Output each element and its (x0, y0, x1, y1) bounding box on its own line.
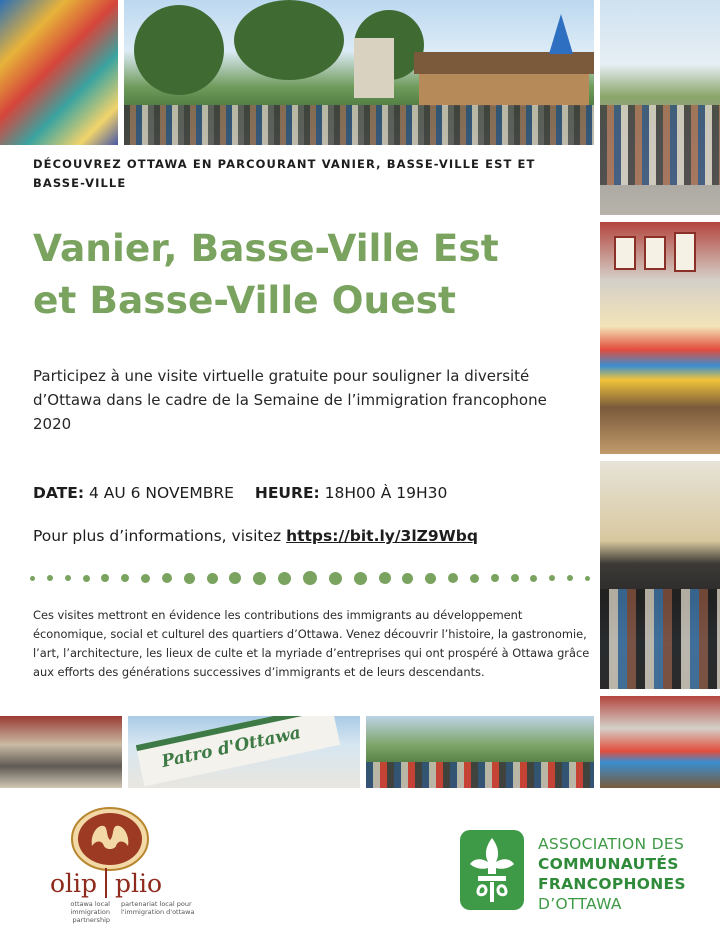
park-crowd-photo (124, 0, 594, 145)
divider-dot (470, 574, 479, 583)
dot-divider (30, 568, 590, 588)
page-title (33, 222, 593, 326)
acfo-line-4: D’OTTAWA (538, 895, 622, 913)
divider-dot (511, 574, 519, 582)
acfo-line-1: ASSOCIATION DES (538, 835, 685, 853)
time-value: 18H00 À 19H30 (324, 484, 448, 502)
divider-dot (491, 574, 499, 582)
acfo-line-3: FRANCOPHONES (538, 875, 686, 893)
intro-heading: DÉCOUVREZ OTTAWA EN PARCOURANT VANIER, BASSE-VILLE EST ET BASSE-VILLE (33, 157, 536, 190)
olip-word-fr: plio (115, 868, 163, 898)
divider-dot (379, 572, 391, 584)
info-link[interactable]: https://bit.ly/3lZ9Wbq (286, 527, 478, 545)
event-description: Participez à une visite virtuelle gratuite pour souligner la diversité d’Ottawa dans le cadre de la Semaine de l’immigration francophone 2020 (33, 367, 547, 433)
divider-dot (141, 574, 150, 583)
divider-dot (253, 572, 266, 585)
divider-dot (448, 573, 458, 583)
patro-sign (136, 716, 340, 786)
date-value: 4 AU 6 NOVEMBRE (88, 484, 234, 502)
divider-dot (83, 575, 90, 582)
olip-subtitle-fr: partenariat local pour l'immigration d'ottawa (121, 900, 195, 916)
divider-dot (425, 573, 436, 584)
divider-dot (530, 575, 537, 582)
divider-dot (47, 575, 53, 581)
olip-emblem-logo (70, 806, 150, 872)
patro-sign-photo (128, 716, 360, 788)
title-line-2: et Basse-Ville Ouest (33, 278, 456, 322)
divider-dot (162, 573, 172, 583)
byward-market-photo (600, 222, 720, 454)
divider-dot (354, 572, 367, 585)
divider-dot (184, 573, 195, 584)
more-info-line (33, 527, 593, 545)
date-label: DATE: (33, 484, 85, 502)
interior-photo (0, 716, 122, 788)
acfo-fleur-de-lis-logo (460, 830, 524, 910)
divider-dot (402, 573, 413, 584)
divider-dot (567, 575, 573, 581)
market-building-photo (600, 696, 720, 788)
patro-sign-text: Patro d'Ottawa (159, 722, 303, 772)
divider-dot (207, 573, 218, 584)
olip-word-en: olip (50, 868, 98, 898)
divider-dot (303, 571, 317, 585)
divider-dot (278, 572, 291, 585)
divider-dot (121, 574, 129, 582)
divider-dot (101, 574, 109, 582)
storefront-crowd-photo (600, 461, 720, 689)
event-schedule (33, 484, 593, 502)
divider-dot (65, 575, 71, 581)
acfo-line-2: COMMUNAUTÉS (538, 855, 679, 873)
time-label: HEURE: (254, 484, 320, 502)
more-info-text: Pour plus d’informations, visitez (33, 527, 282, 545)
title-line-1: Vanier, Basse-Ville Est (33, 226, 499, 270)
olip-subtitle-en: ottawa local immigration partnership (70, 900, 110, 924)
olip-wordmark (50, 868, 176, 898)
acfo-wordmark (538, 834, 718, 914)
divider-dot (30, 576, 35, 581)
body-paragraph: Ces visites mettront en évidence les contributions des immigrants au développement économique, social et culturel des quartiers d’Ottawa. Venez découvrir l’histoire, la gastronomie, l’art, l’architecture, les lieux de culte et la myriade d’entreprises qui ont prospéré à Ottawa grâce aux efforts des générations successives d’immigrants et de leurs descendants. (33, 608, 590, 679)
trees-crowd-photo (366, 716, 594, 788)
mural-photo (0, 0, 118, 145)
divider-dot (229, 572, 241, 584)
street-group-photo (600, 0, 720, 215)
divider-dot (549, 575, 555, 581)
divider-dot (329, 572, 342, 585)
divider-dot (585, 576, 590, 581)
